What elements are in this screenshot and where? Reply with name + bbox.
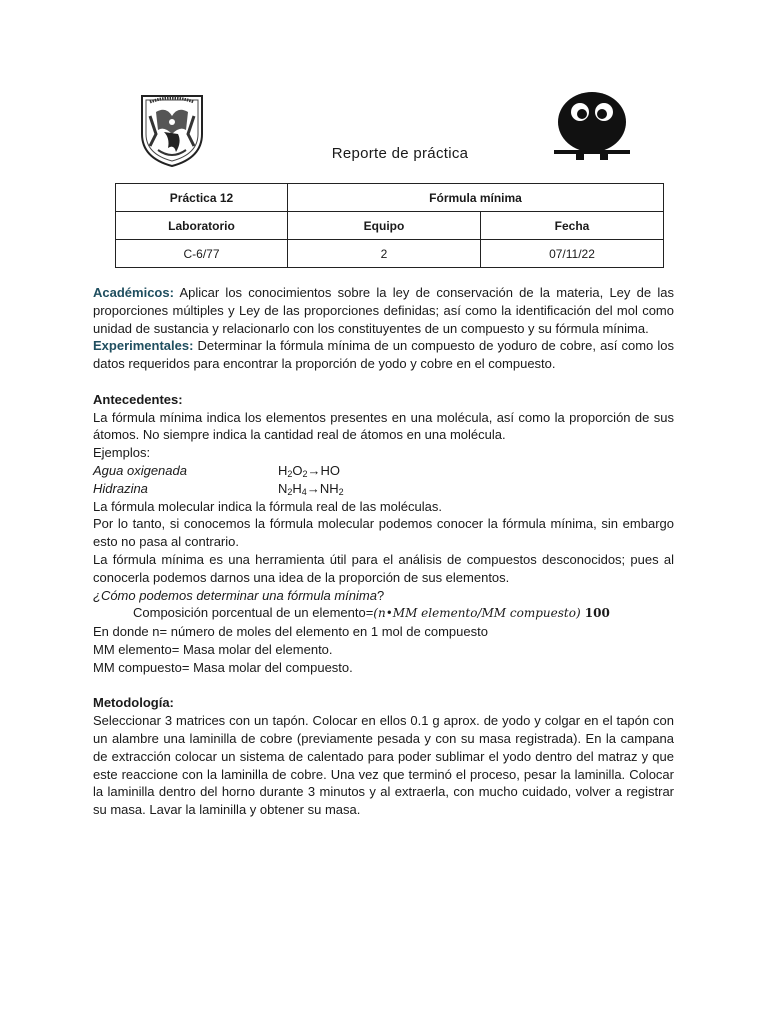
- report-body: [93, 284, 674, 819]
- example-formula: $N_2H_4\to NH_2$: [278, 480, 344, 497]
- value-fecha: 07/11/22: [481, 240, 664, 268]
- table-row: [116, 212, 664, 240]
- objetivo-academicos: [93, 284, 674, 337]
- header-equipo: Equipo: [288, 212, 481, 240]
- example-name: Hidrazina: [93, 480, 148, 496]
- composition-formula: Composición porcentual de un elemento=(n•MM elemento/MM compuesto) 100: [133, 605, 610, 621]
- page-title: Reporte de práctica: [331, 145, 469, 162]
- antecedentes-p3: Por lo tanto, si conocemos la fórmula molecular podemos conocer la fórmula mínima, sin embargo esto no pasa al contrario.: [93, 516, 674, 550]
- practice-info-table: [115, 183, 664, 268]
- definition-mm-elemento: MM elemento= Masa molar del elemento.: [93, 641, 333, 657]
- metodologia-text: Seleccionar 3 matrices con un tapón. Colocar en ellos 0.1 g aprox. de yodo y colgar en el tapón con un alambre una laminilla de cobre (previamente pesada y con su masa registrada). En la campana de extracción colocar un sistema de calentado para poder sublimar el yodo dentro del matraz y que este reaccione con la laminilla de cobre. Una vez que terminó el proceso, pesar la laminilla. Colocar la laminilla dentro del horno durante 3 minutos y al extraerla, con mucho cuidado, volver a registrar su masa. Lavar la laminilla y obtener su masa.: [93, 713, 674, 818]
- antecedentes-heading: Antecedentes:: [93, 391, 183, 407]
- objetivo-experimentales: [93, 337, 674, 373]
- experimentales-text: Determinar la fórmula mínima de un compuesto de yoduro de cobre, así como los datos requeridos para encontrar la proporción de yodo y cobre en el compuesto.: [93, 338, 674, 372]
- practica-cell: Práctica 12: [116, 184, 288, 212]
- table-row: [116, 240, 664, 268]
- tema-cell: Fórmula mínima: [288, 184, 664, 212]
- value-equipo: 2: [288, 240, 481, 268]
- definition-mm-compuesto: MM compuesto= Masa molar del compuesto.: [93, 659, 353, 675]
- header-fecha: Fecha: [481, 212, 664, 240]
- table-row: [116, 184, 664, 212]
- academicos-label: Académicos:: [93, 285, 174, 300]
- example-name: Agua oxigenada: [93, 462, 187, 478]
- antecedentes-p2: La fórmula molecular indica la fórmula real de las moléculas.: [93, 498, 442, 514]
- academicos-text: Aplicar los conocimientos sobre la ley de conservación de la materia, Ley de las proporciones múltiples y Ley de las proporciones definidas; así como la identificación del mol como unidad de sustancia y relacionarlo con los constituyentes de un compuesto y su fórmula mínima.: [93, 285, 674, 336]
- antecedentes-p1: La fórmula mínima indica los elementos presentes en una molécula, así como la proporción de sus átomos. No siempre indica la cantidad real de átomos en una molécula.: [93, 409, 674, 443]
- value-laboratorio: C-6/77: [116, 240, 288, 268]
- experimentales-label: Experimentales:: [93, 338, 194, 354]
- metodologia-heading: Metodología:: [93, 695, 174, 711]
- antecedentes-p4: La fórmula mínima es una herramienta útil para el análisis de compuestos desconocidos; pues al conocerla podemos darnos una idea de la proporción de sus elementos.: [93, 551, 674, 585]
- definition-n: En donde n= número de moles del elemento en 1 mol de compuesto: [93, 624, 488, 640]
- example-hidrazina: [93, 480, 674, 498]
- example-agua-oxigenada: [93, 462, 674, 480]
- header-laboratorio: Laboratorio: [116, 212, 288, 240]
- question: ¿Cómo podemos determinar una fórmula mínima?: [93, 587, 385, 603]
- ejemplos-label: Ejemplos:: [93, 445, 151, 461]
- example-formula: $H_2O_2\to HO$: [278, 462, 341, 479]
